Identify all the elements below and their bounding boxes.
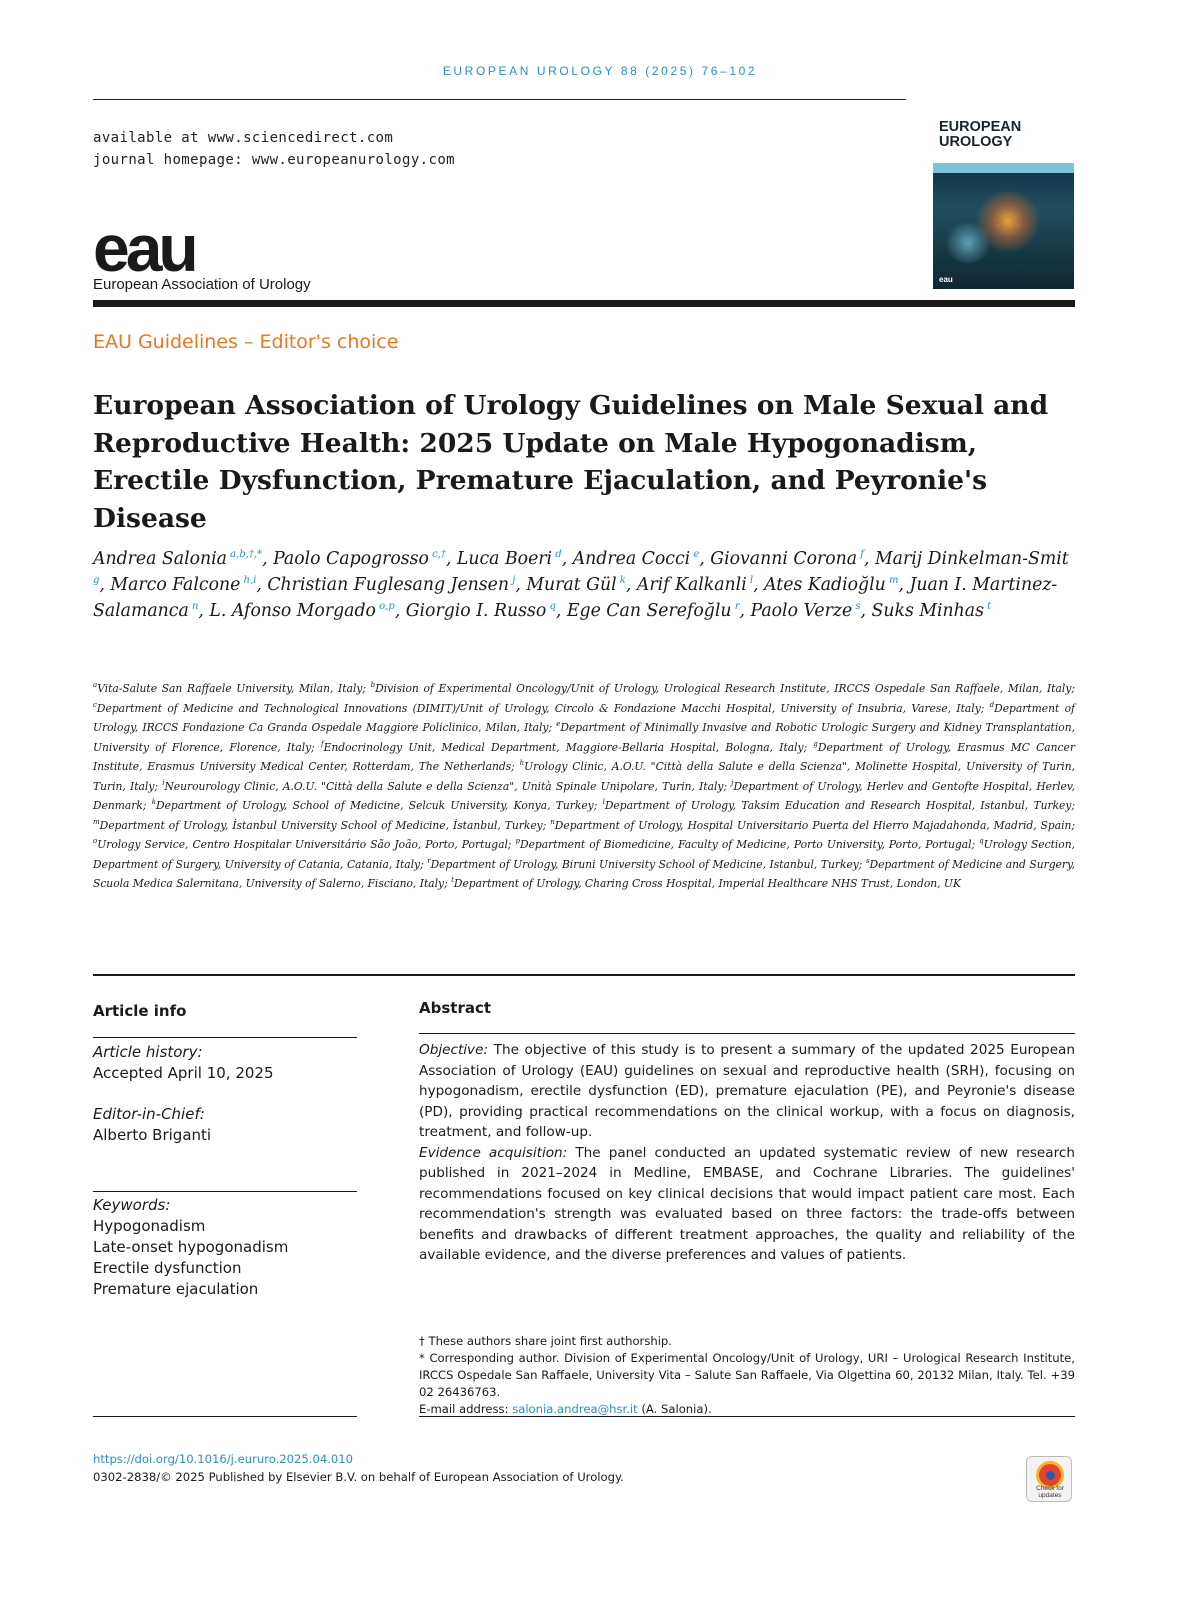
eau-logo-mark: eau: [93, 211, 195, 285]
author-affiliation-marker[interactable]: o,p: [375, 601, 395, 612]
affiliation-marker: j: [731, 778, 734, 787]
author-name: Andrea Salonia: [93, 549, 227, 569]
affiliation-marker: e: [556, 720, 561, 728]
article-history: Article history: Accepted April 10, 2025: [93, 1042, 357, 1084]
affiliation-marker: i: [162, 778, 165, 787]
author-name: L. Afonso Morgado: [209, 601, 376, 621]
affiliation-text: Department of Biomedicine, Faculty of Medicine, Porto University, Porto, Portugal;: [520, 838, 976, 851]
availability-info: [93, 127, 455, 171]
sciencedirect-link[interactable]: available at www.sciencedirect.com: [93, 130, 394, 146]
email-link[interactable]: salonia.andrea@hsr.it: [512, 1402, 638, 1416]
keywords-divider: [93, 1191, 357, 1192]
affiliation-marker: n: [550, 817, 555, 826]
author-affiliation-marker[interactable]: q: [546, 601, 556, 612]
affiliation-text: Department of Urology, IRCCS Fondazione Ca Granda Ospedale Maggiore Policlinico, Milan, Italy;: [93, 701, 1075, 734]
affiliation-text: Department of Urology, Biruni University School of Medicine, Istanbul, Turkey;: [430, 857, 863, 871]
author-name: Giovanni Corona: [710, 549, 858, 569]
eau-logo: [93, 211, 311, 293]
author-affiliation-marker[interactable]: a,b,†,*: [227, 549, 263, 560]
author-list: Andrea Salonia $^{a,b,\dagger,*}$, Paolo Capogrosso $^{c,\dagger}$, Luca Boeri $^d$, Andrea Cocci $^e$, Giovanni Corona $^f$, Marij Dinkelman-Smit $^g$, Marco Falcone $^{h,i}$, Christian Fuglesang Jensen $^j$, Murat Gül $^k$, Arif Kalkanli $^l$, Ates Kadioğlu $^m$, Juan I. Martinez-Salamanca $^n$, L. Afonso Morgado $^{o,p}$, Giorgio I. Russo $^q$, Ege Can Serefoğlu $^r$, Paolo Verze $^s$, Suks Minhas $^t$: [93, 549, 1069, 621]
keyword-item: Premature ejaculation: [93, 1280, 259, 1298]
affiliation-marker: r: [427, 856, 431, 865]
affiliation-marker: h: [519, 759, 525, 767]
author-name: Giorgio I. Russo: [405, 601, 547, 621]
author-name: Paolo Capogrosso: [273, 549, 429, 569]
affiliation-marker: p: [515, 837, 521, 845]
author-name: Andrea Cocci: [572, 549, 691, 569]
accepted-date: Accepted April 10, 2025: [93, 1064, 274, 1082]
affiliation-marker: a: [93, 681, 98, 689]
author-name: Juan I. Martinez-Salamanca: [93, 575, 1058, 621]
author-affiliation-marker[interactable]: k: [616, 575, 626, 586]
editor-name: Alberto Briganti: [93, 1126, 212, 1144]
abstract-body: [419, 1040, 1075, 1266]
affiliation-marker: g: [813, 739, 818, 748]
author-name: Murat Gül: [526, 575, 617, 595]
author-name: Marij Dinkelman-Smit: [874, 549, 1069, 569]
author-affiliation-marker[interactable]: r: [731, 601, 740, 612]
info-divider: [93, 1037, 357, 1038]
doi-link[interactable]: https://doi.org/10.1016/j.eururo.2025.04.010: [93, 1452, 354, 1466]
footnotes: [419, 1333, 1075, 1418]
section-label: EAU Guidelines – Editor's choice: [93, 331, 399, 353]
copyright-line: 0302-2838/© 2025 Published by Elsevier B.V. on behalf of European Association of Urology.: [93, 1470, 624, 1484]
affiliation-marker: m: [93, 817, 100, 826]
keywords: Keywords: Hypogonadism Late-onset hypogonadism Erectile dysfunction Premature ejaculation: [93, 1195, 357, 1300]
article-title: European Association of Urology Guidelines on Male Sexual and Reproductive Health: 2025 Update on Male Hypogonadism, Erectile Dysfunction, Premature Ejaculation, and Peyronie's Disease: [93, 390, 1049, 534]
affiliation-text: Department of Urology, School of Medicine, Selcuk University, Konya, Turkey;: [156, 799, 598, 812]
abstract-divider: [419, 1033, 1075, 1034]
editor-in-chief: Editor-in-Chief: Alberto Briganti: [93, 1104, 357, 1146]
author-affiliation-marker[interactable]: j: [509, 575, 516, 586]
affiliation-text: Urology Section, Department of Surgery, University of Catania, Catania, Italy;: [93, 838, 1076, 871]
affiliation-marker: s: [865, 856, 870, 865]
affiliation-text: Department of Urology, Taksim Education and Research Hospital, Istanbul, Turkey;: [604, 799, 1076, 812]
journal-homepage-link[interactable]: journal homepage: www.europeanurology.com: [93, 152, 455, 168]
author-affiliation-marker[interactable]: l: [746, 575, 754, 586]
affiliations: [93, 679, 1075, 894]
affiliation-text: Department of Urology, Herlev and Gentofte Hospital, Herlev, Denmark;: [93, 779, 1075, 812]
author-affiliation-marker[interactable]: d: [552, 549, 562, 560]
author-affiliation-marker[interactable]: m: [885, 575, 899, 586]
corresponding-author-note: * Corresponding author. Division of Experimental Oncology/Unit of Urology, URI – Urological Research Institute, IRCCS Ospedale San Raffaele, University Vita – Salute San Raffaele, Via Olgettina 60, 20132 Milan, Italy. Tel. +39 02 26436763.: [419, 1351, 1075, 1399]
affiliation-marker: o: [93, 837, 98, 845]
journal-cover-image: [933, 113, 1074, 289]
affiliation-text: Urology Clinic, A.O.U. "Città della Salute e della Scienza", Molinette Hospital, University of Turin, Turin, Italy;: [93, 760, 1075, 793]
cover-title: EUROPEAN UROLOGY: [939, 119, 1022, 150]
author-affiliation-marker[interactable]: g: [93, 575, 100, 586]
article-info-heading: Article info: [93, 1002, 187, 1020]
affiliation-text: Endocrinology Unit, Medical Department, Maggiore-Bellaria Hospital, Bologna, Italy;: [323, 740, 808, 754]
affiliation-marker: f: [321, 739, 324, 748]
author-affiliation-marker[interactable]: n: [188, 601, 199, 612]
eau-logo-name: European Association of Urology: [93, 276, 311, 293]
author-affiliation-marker[interactable]: f: [857, 549, 864, 560]
author-name: Luca Boeri: [456, 549, 553, 569]
affiliation-marker: q: [979, 837, 984, 845]
info-end-divider: [93, 1416, 357, 1417]
affiliation-marker: t: [451, 876, 454, 884]
affiliation-text: Neurourology Clinic, A.O.U. "Città della Salute e della Scienza", Unità Spinale Unipolare, Turin, Italy;: [164, 779, 728, 793]
keyword-item: Hypogonadism: [93, 1217, 206, 1235]
author-name: Ege Can Serefoğlu: [566, 601, 732, 621]
keyword-item: Erectile dysfunction: [93, 1259, 242, 1277]
header-thick-divider: [93, 300, 1075, 307]
check-for-updates-badge[interactable]: Check for updates: [1026, 1456, 1072, 1502]
author-affiliation-marker[interactable]: t: [983, 601, 992, 612]
affiliation-text: Department of Minimally Invasive and Robotic Urologic Surgery and Kidney Transplantation, University of Florence, Florence, Italy;: [93, 721, 1075, 754]
affiliation-text: Department of Urology, Erasmus MC Cancer Institute, Erasmus University Medical Center, Rotterdam, The Netherlands;: [93, 740, 1075, 773]
cover-logo: eau: [939, 275, 953, 284]
affiliation-marker: l: [602, 798, 605, 806]
affiliation-marker: d: [989, 700, 995, 709]
email-line: E-mail address: salonia.andrea@hsr.it (A. Salonia).: [419, 1402, 712, 1416]
affiliation-text: Department of Urology, Hospital Universitario Puerta del Hierro Majadahonda, Madrid, Spain;: [554, 818, 1075, 832]
affiliation-marker: b: [370, 681, 376, 689]
joint-authorship-note: † These authors share joint first authorship.: [419, 1334, 672, 1348]
author-name: Paolo Verze: [750, 601, 853, 621]
author-name: Ates Kadioğlu: [764, 575, 886, 595]
affiliation-text: Department of Urology, İstanbul University School of Medicine, İstanbul, Turkey;: [99, 818, 547, 832]
author-name: Suks Minhas: [871, 601, 984, 621]
affiliation-text: Department of Medicine and Technological Innovations (DIMIT)/Unit of Urology, Circolo & Fondazione Macchi Hospital, University of Insubria, Varese, Italy;: [96, 701, 985, 715]
section-divider: [93, 974, 1075, 976]
author-affiliation-marker[interactable]: h,i: [240, 575, 257, 586]
affiliation-text: Division of Experimental Oncology/Unit of Urology, Urological Research Institute, IRCCS Ospedale San Raffaele, Milan, Italy;: [375, 682, 1075, 695]
author-name: Christian Fuglesang Jensen: [267, 575, 510, 595]
affiliation-text: Urology Service, Centro Hospitalar Universitário São João, Porto, Portugal;: [97, 838, 512, 851]
affiliation-marker: c: [93, 700, 97, 709]
journal-citation: EUROPEAN UROLOGY 88 (2025) 76–102: [442, 64, 758, 78]
author-name: Marco Falcone: [110, 575, 241, 595]
affiliation-text: Vita-Salute San Raffaele University, Milan, Italy;: [97, 682, 366, 695]
author-affiliation-marker[interactable]: c,†: [428, 549, 446, 560]
affiliation-text: Department of Medicine and Surgery, Scuola Medica Salernitana, University of Salerno, Fisciano, Italy;: [93, 857, 1075, 890]
abstract-heading: Abstract: [419, 999, 492, 1017]
abstract-evidence: Evidence acquisition: The panel conducted an updated systematic review of new research published in 2021–2024 in Medline, EMBASE, and Cochrane Libraries. The guidelines' recommendations focused on key clinical decisions that would impact patient care most. Each recommendation's strength was evaluated based on three factors: the trade-offs between benefits and drawbacks of different treatment approaches, the quality and reliability of the available evidence, and the diverse preferences and values of patients.: [419, 1144, 1075, 1263]
author-name: Arif Kalkanli: [636, 575, 747, 595]
header-divider: [93, 99, 906, 100]
affiliation-marker: k: [151, 798, 156, 806]
keyword-item: Late-onset hypogonadism: [93, 1238, 289, 1256]
author-affiliation-marker[interactable]: s: [852, 601, 861, 612]
author-affiliation-marker[interactable]: e: [690, 549, 700, 560]
affiliation-text: Department of Urology, Charing Cross Hospital, Imperial Healthcare NHS Trust, London, UK: [453, 877, 961, 890]
abstract-objective: Objective: The objective of this study is to present a summary of the updated 2025 European Association of Urology (EAU) guidelines on sexual and reproductive health (SRH), focusing on hypogonadism, erectile dysfunction (ED), premature ejaculation (PE), and Peyronie's disease (PD), providing practical recommendations on the clinical workup, with a focus on diagnosis, treatment, and follow-up.: [419, 1042, 1075, 1140]
